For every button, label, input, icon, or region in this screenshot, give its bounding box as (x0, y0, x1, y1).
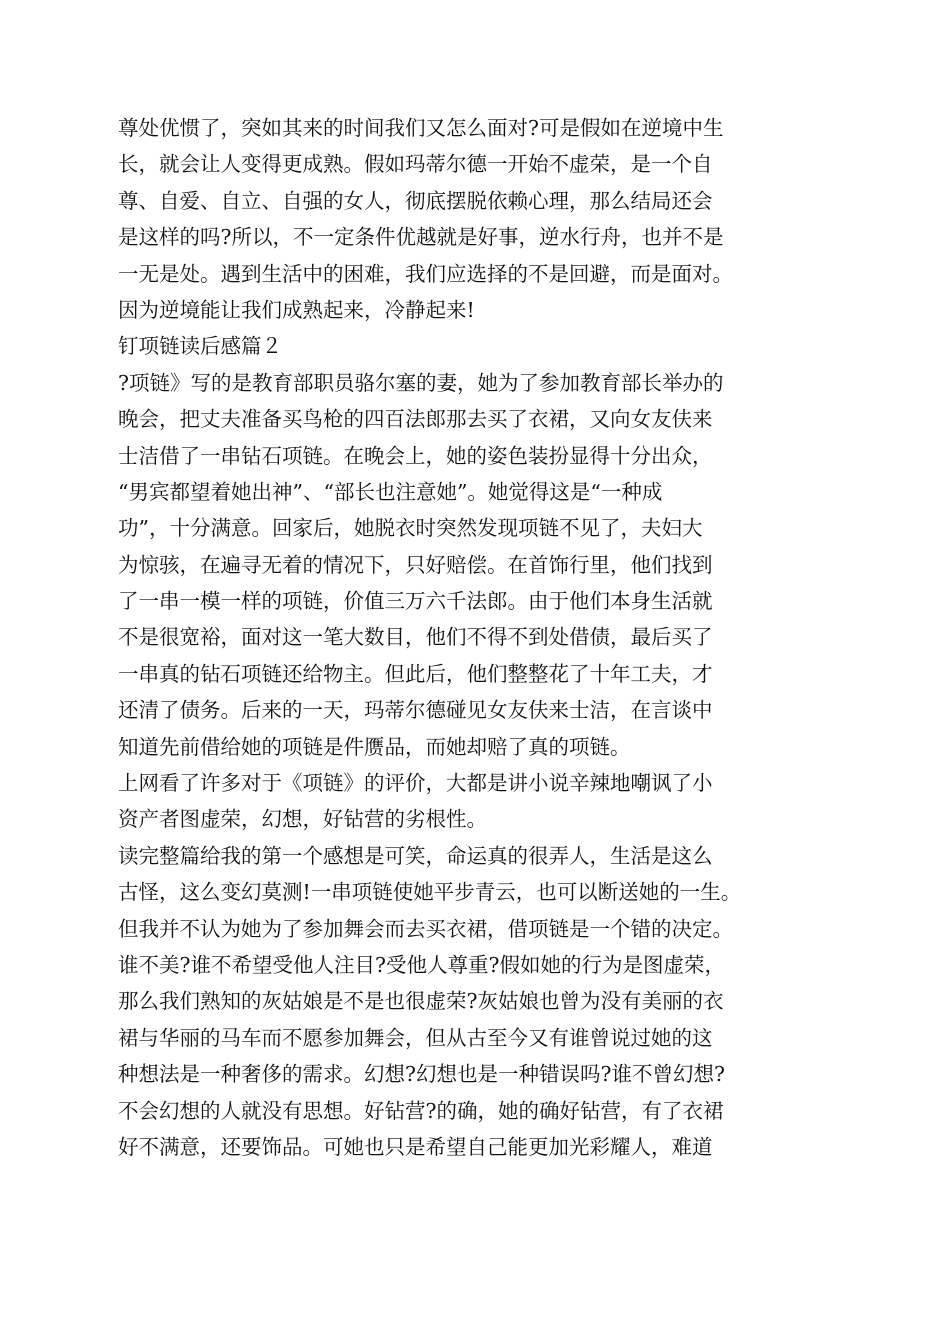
text-line: 不是很宽裕，面对这一笔大数目，他们不得不到处借债，最后买了 (118, 625, 713, 650)
text-line: 尊、自爱、自立、自强的女人，彻底摆脱依赖心理，那么结局还会 (118, 188, 713, 213)
text-line: 士洁借了一串钻石项链。在晚会上，她的姿色装扮显得十分出众， (118, 443, 713, 468)
text-line: 裙与华丽的马车而不愿参加舞会，但从古至今又有谁曾说过她的这 (118, 1025, 713, 1050)
text-line: 谁不美?谁不希望受他人注目?受他人尊重?假如她的行为是图虚荣， (118, 952, 725, 977)
text-line: 是这样的吗?所以，不一定条件优越就是好事，逆水行舟，也并不是 (118, 225, 724, 250)
text-line: 知道先前借给她的项链是件赝品，而她却赔了真的项链。 (118, 734, 631, 759)
text-line: 一无是处。遇到生活中的困难，我们应选择的不是回避，而是面对。 (118, 261, 733, 286)
text-line: 那么我们熟知的灰姑娘是不是也很虚荣?灰姑娘也曾为没有美丽的衣 (118, 989, 724, 1014)
text-line: 长，就会让人变得更成熟。假如玛蒂尔德一开始不虚荣，是一个自 (118, 152, 713, 177)
text-line: 还清了债务。后来的一天，玛蒂尔德碰见女友伕来士洁，在言谈中 (118, 698, 713, 723)
text-line: 了一串一模一样的项链，价值三万六千法郎。由于他们本身生活就 (118, 589, 713, 614)
text-line: “男宾都望着她出神”、“部长也注意她”。她觉得这是“一种成 (118, 479, 663, 504)
text-line: 尊处优惯了，突如其来的时间我们又怎么面对?可是假如在逆境中生 (118, 116, 724, 140)
text-line: 古怪，这么变幻莫测!一串项链使她平步青云，也可以断送她的一生。 (118, 880, 742, 905)
text-line: 功”，十分满意。回家后，她脱衣时突然发现项链不见了，夫妇大 (118, 516, 703, 541)
text-line: 上网看了许多对于《项链》的评价，大都是讲小说辛辣地嘲讽了小 (118, 771, 713, 796)
text-line: 不会幻想的人就没有思想。好钻营?的确，她的确好钻营，有了衣裙 (118, 1098, 724, 1123)
text-line: 读完整篇给我的第一个感想是可笑，命运真的很弄人，生活是这么 (118, 843, 713, 868)
text-line: 种想法是一种奢侈的需求。幻想?幻想也是一种错误吗?谁不曾幻想? (118, 1062, 725, 1087)
body-text (118, 110, 838, 1165)
text-line: ?项链》写的是教育部职员骆尔塞的妻，她为了参加教育部长举办的 (118, 370, 724, 395)
text-line: 好不满意，还要饰品。可她也只是希望自己能更加光彩耀人，难道 (118, 1134, 713, 1159)
text-line: 为惊骇，在遍寻无着的情况下，只好赔偿。在首饰行里，他们找到 (118, 552, 713, 577)
text-line: 一串真的钻石项链还给物主。但此后，他们整整花了十年工夫，才 (118, 661, 713, 686)
text-line: 晚会，把丈夫准备买鸟枪的四百法郎那去买了衣裙，又向女友伕来 (118, 407, 713, 432)
text-line: 资产者图虚荣，幻想，好钻营的劣根性。 (118, 807, 487, 832)
text-line: 但我并不认为她为了参加舞会而去买衣裙，借项链是一个错的决定。 (118, 916, 733, 941)
text-line: 因为逆境能让我们成熟起来，冷静起来! (118, 297, 475, 322)
section-heading: 钉项链读后感篇２ (118, 334, 282, 359)
